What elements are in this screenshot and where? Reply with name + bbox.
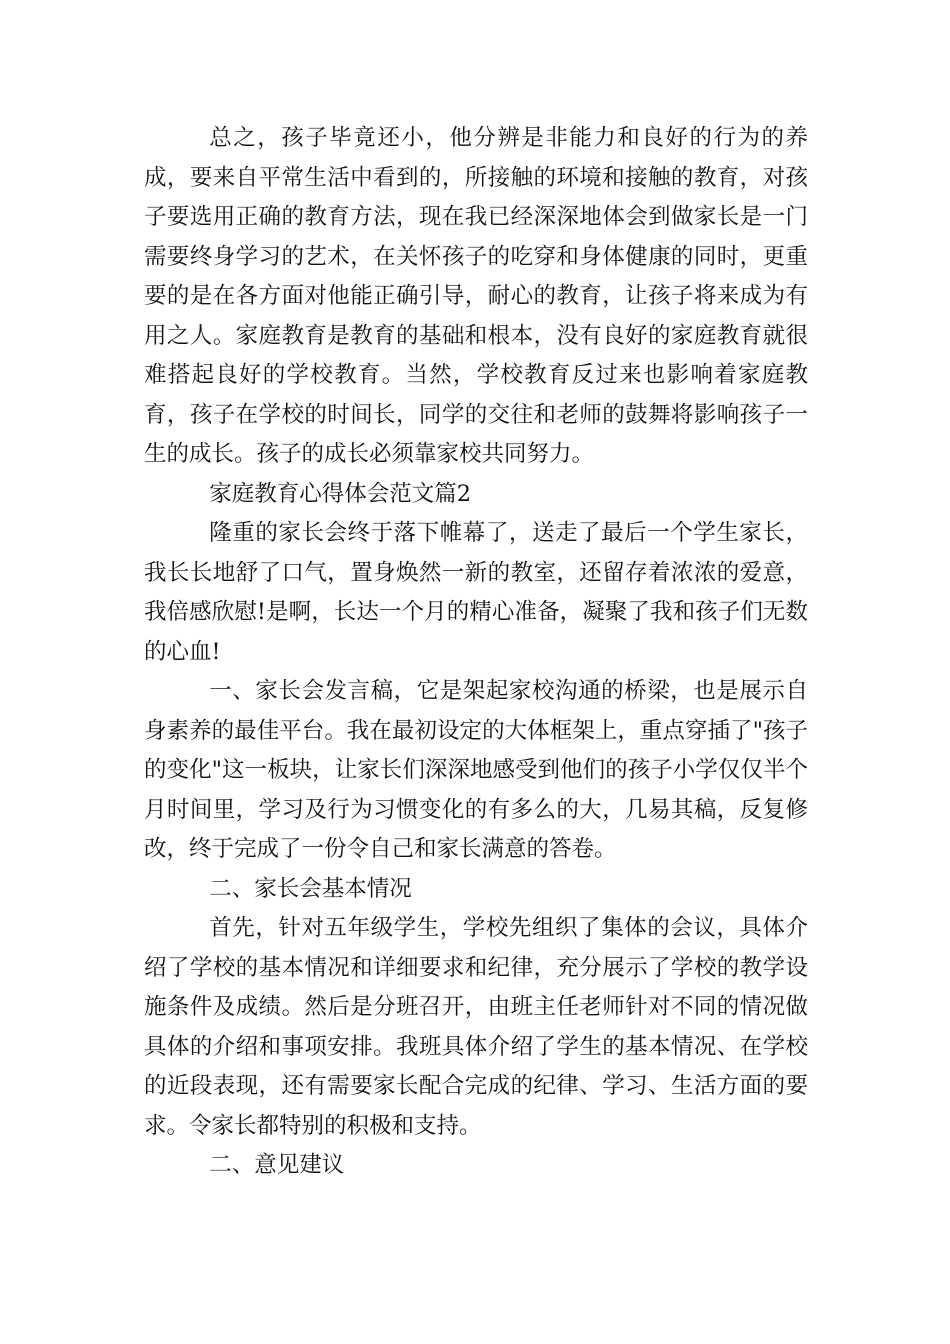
article-title: 家庭教育心得体会范文篇2	[209, 480, 472, 507]
paragraph-conclusion: 总之，孩子毕竟还小，他分辨是非能力和良好的行为的养成，要来自平常生活中看到的，所接触的环境和接触的教育，对孩子要选用正确的教育方法，现在我已经深深地体会到做家长是一门需要终身学习的艺术，在关怀孩子的吃穿和身体健康的同时，更重要的是在各方面对他能正确引导，耐心的教育，让孩子将来成为有用之人。家庭教育是教育的基础和根本，没有良好的家庭教育就很难搭起良好的学校教育。当然，学校教育反过来也影响着家庭教育，孩子在学校的时间长，同学的交往和老师的鼓舞将影响孩子一生的成长。孩子的成长必须靠家校共同努力。	[144, 125, 808, 467]
paragraph-intro: 隆重的家长会终于落下帷幕了，送走了最后一个学生家长，我长长地舒了口气，置身焕然一新的教室，还留存着浓浓的爱意，我倍感欣慰!是啊，长达一个月的精心准备，凝聚了我和孩子们无数的心血!	[144, 520, 808, 665]
section-heading-suggestions: 二、意见建议	[209, 1152, 345, 1178]
paragraph-speech: 一、家长会发言稿，它是架起家校沟通的桥梁，也是展示自身素养的最佳平台。我在最初设定的大体框架上，重点穿插了"孩子的变化"这一板块，让家长们深深地感受到他们的孩子小学仅仅半个月时间里，学习及行为习惯变化的有多么的大，几易其稿，反复修改，终于完成了一份令自己和家长满意的答卷。	[144, 678, 808, 862]
section-heading-basic: 二、家长会基本情况	[209, 875, 412, 902]
document-page	[144, 119, 808, 1186]
paragraph-basic: 首先，针对五年级学生，学校先组织了集体的会议，具体介绍了学校的基本情况和详细要求和纪律，充分展示了学校的教学设施条件及成绩。然后是分班召开，由班主任老师针对不同的情况做具体的介绍和事项安排。我班具体介绍了学生的基本情况、在学校的近段表现，还有需要家长配合完成的纪律、学习、生活方面的要求。令家长都特别的积极和支持。	[144, 915, 808, 1139]
